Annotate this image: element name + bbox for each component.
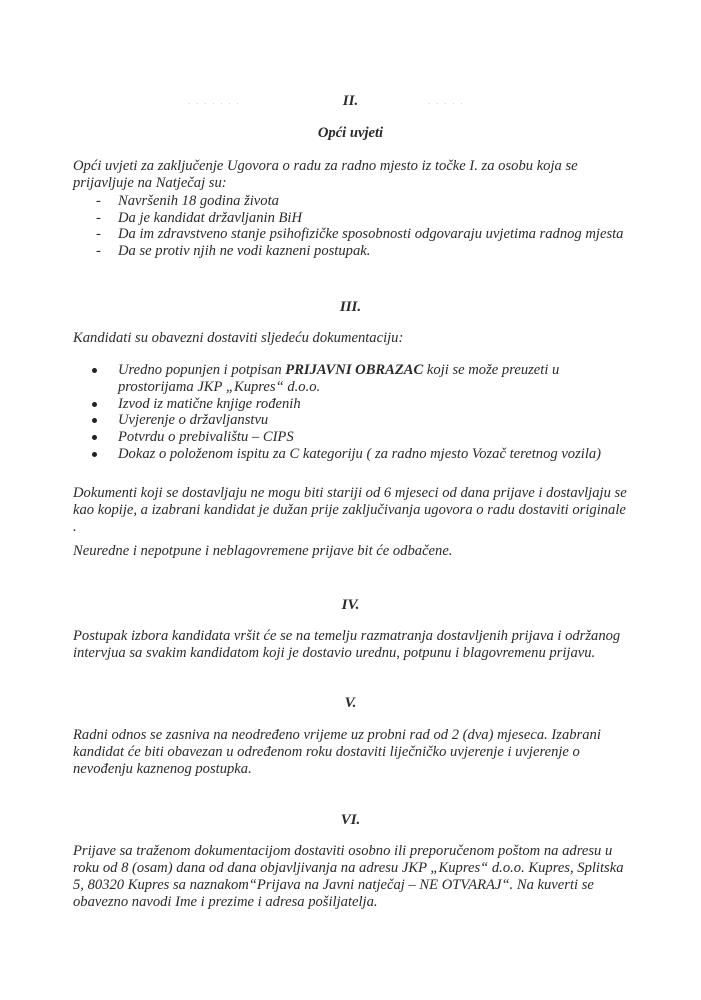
list-item: - Da im zdravstveno stanje psihofizičke sposobnosti odgovaraju uvjetima radnog mjesta: [96, 226, 623, 243]
list-item-text: Uvjerenje o državljanstvu: [118, 412, 269, 429]
section-2-subheading: Opći uvjeti: [317, 125, 384, 141]
section-3-heading: III.: [339, 299, 362, 315]
general-conditions-list: [96, 193, 623, 259]
section-3-intro: Kandidati su obavezni dostaviti sljedeću dokumentaciju:: [73, 330, 404, 346]
list-item: [92, 362, 601, 396]
list-item: - Navršenih 18 godina života: [96, 193, 623, 210]
section-6-text: Prijave sa traženom dokumentacijom dostaviti osobno ili preporučenom poštom na adresu u roku od 8 (osam) dana od dana objavljivanja na adresu JKP „Kupres“ d.o.o. Kupres, Splitska 5, 80320 Kupres sa naznakom“Prijava na Javni natječaj – NE OTVARAJ“. Na kuverti se obavezno navodi Ime i prezime i adresa pošiljatelja.: [73, 843, 624, 910]
bullet-icon: [92, 418, 97, 423]
section-5-heading: V.: [344, 695, 357, 711]
section-4-text: Postupak izbora kandidata vršit će se na temelju razmatranja dostavljenih prijava i održanog intervjua sa svakim kandidatom koji je dostavio urednu, potpunu i blagovremenu prijavu.: [73, 628, 621, 661]
documents-note: Dokumenti koji se dostavljaju ne mogu biti stariji od 6 mjeseci od dana prijave i dostavljaju se kao kopije, a izabrani kandidat je dužan prije zaključivanja ugovora o radu dostaviti originale .: [73, 485, 627, 535]
list-item: - Da je kandidat državljanin BiH: [96, 210, 623, 227]
list-item: [92, 412, 601, 429]
bullet-icon: [92, 435, 97, 440]
bullet-icon: [92, 368, 97, 373]
list-item-text: Uredno popunjen i potpisan: [118, 362, 286, 378]
scan-artifact: · · · · · · ·: [188, 100, 241, 108]
section-6-heading: VI.: [340, 812, 361, 828]
section-2-intro: Opći uvjeti za zaključenje Ugovora o radu za radno mjesto iz točke I. za osobu koja se prijavljuje na Natječaj su:: [73, 158, 578, 191]
list-item: - Da se protiv njih ne vodi kazneni postupak.: [96, 243, 623, 260]
list-item-text: Izvod iz matične knjige rođenih: [118, 395, 301, 412]
list-item-text: koji se može preuzeti u: [423, 362, 560, 378]
documents-list: [92, 362, 601, 463]
rejection-note: Neuredne i nepotpune i neblagovremene prijave bit će odbačene.: [73, 543, 453, 559]
section-5-text: Radni odnos se zasniva na neodređeno vrijeme uz probni rad od 2 (dva) mjeseca. Izabrani kandidat će biti obavezan u određenom roku dostaviti liječničko uvjerenje i uvjerenje o nevođenju kaznenog postupka.: [73, 727, 601, 777]
section-2-heading: II.: [342, 93, 359, 109]
bullet-icon: [92, 452, 97, 457]
scan-artifact: · · · · ·: [428, 100, 465, 108]
section-4-heading: IV.: [341, 597, 360, 613]
list-item: [92, 396, 601, 413]
bullet-icon: [92, 402, 97, 407]
list-item: [92, 446, 601, 463]
list-item-text: Potvrdu o prebivalištu – CIPS: [118, 429, 294, 446]
application-form-label: PRIJAVNI OBRAZAC: [285, 362, 424, 378]
list-item-text: prostorijama JKP „Kupres“ d.o.o.: [118, 378, 321, 395]
list-item: [92, 429, 601, 446]
list-item-text: Dokaz o položenom ispitu za C kategoriju ( za radno mjesto Vozač teretnog vozila): [118, 445, 602, 462]
